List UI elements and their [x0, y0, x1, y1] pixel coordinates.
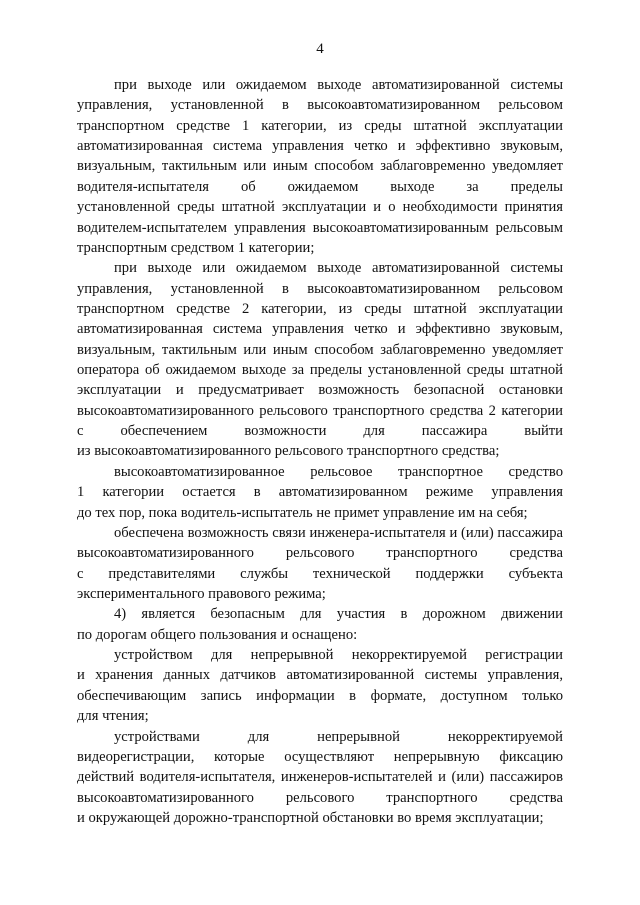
text-line: обеспечивающим запись информации в формате, доступном только	[77, 687, 563, 704]
text-line: высокоавтоматизированного рельсового транспортного средства 2 категории	[77, 402, 563, 419]
document-body	[77, 75, 563, 828]
text-line: транспортным средством 1 категории;	[77, 239, 315, 256]
text-line: и окружающей дорожно-транспортной обстановки во время эксплуатации;	[77, 809, 544, 826]
text-line: по дорогам общего пользования и оснащено:	[77, 626, 358, 643]
text-line: визуальным, тактильным или иным способом заблаговременно уведомляет	[77, 341, 563, 358]
paragraph-first-line: обеспечена возможность связи инженера-испытателя и (или) пассажира	[114, 524, 563, 541]
text-line: с обеспечением возможности для пассажира выйти	[77, 423, 563, 440]
text-line: из высокоавтоматизированного рельсового транспортного средства;	[77, 443, 500, 460]
text-line: автоматизированная система управления четко и эффективно звуковым,	[77, 321, 563, 338]
text-line: 1 категории остается в автоматизированном режиме управления	[77, 484, 563, 501]
text-line: водителем-испытателем управления высокоавтоматизированным рельсовым	[77, 219, 563, 236]
text-line: автоматизированная система управления четко и эффективно звуковым,	[77, 138, 563, 155]
text-line: для чтения;	[77, 708, 149, 725]
paragraph-first-line: устройствами для непрерывной некорректируемой	[114, 728, 563, 745]
text-line: с представителями службы технической поддержки субъекта	[77, 565, 563, 582]
text-line: установленной среды штатной эксплуатации и о необходимости принятия	[77, 199, 563, 216]
text-line: до тех пор, пока водитель-испытатель не примет управление им на себя;	[77, 504, 528, 521]
text-line: управления, установленной в высокоавтоматизированном рельсовом	[77, 97, 563, 114]
text-line: высокоавтоматизированного рельсового транспортного средства	[77, 545, 563, 562]
text-line: экспериментального правового режима;	[77, 585, 326, 602]
text-line: визуальным, тактильным или иным способом заблаговременно уведомляет	[77, 158, 563, 175]
text-line: видеорегистрации, которые осуществляют непрерывную фиксацию	[77, 748, 563, 765]
text-line: оператора об ожидаемом выходе за пределы установленной среды штатной	[77, 362, 563, 379]
text-line: высокоавтоматизированного рельсового транспортного средства	[77, 789, 563, 806]
paragraph-first-line: высокоавтоматизированное рельсовое транспортное средство	[114, 463, 563, 480]
text-line: управления, установленной в высокоавтоматизированном рельсовом	[77, 280, 563, 297]
text-line: водителя-испытателя об ожидаемом выходе за пределы	[77, 178, 563, 195]
page-number: 4	[316, 41, 324, 57]
text-line: действий водителя-испытателя, инженеров-испытателей и (или) пассажиров	[77, 769, 563, 786]
paragraph-first-line: 4) является безопасным для участия в дорожном движении	[114, 606, 563, 623]
paragraph-first-line: устройством для непрерывной некорректируемой регистрации	[114, 647, 563, 664]
paragraph-first-line: при выходе или ожидаемом выходе автоматизированной системы	[114, 77, 563, 93]
text-line: эксплуатации и предусматривает возможность безопасной остановки	[77, 382, 563, 399]
text-line: транспортном средстве 2 категории, из среды штатной эксплуатации	[77, 300, 563, 317]
text-line: транспортном средстве 1 категории, из среды штатной эксплуатации	[77, 117, 563, 134]
text-line: и хранения данных датчиков автоматизированной системы управления,	[77, 667, 563, 684]
paragraph-first-line: при выходе или ожидаемом выходе автоматизированной системы	[114, 260, 563, 277]
